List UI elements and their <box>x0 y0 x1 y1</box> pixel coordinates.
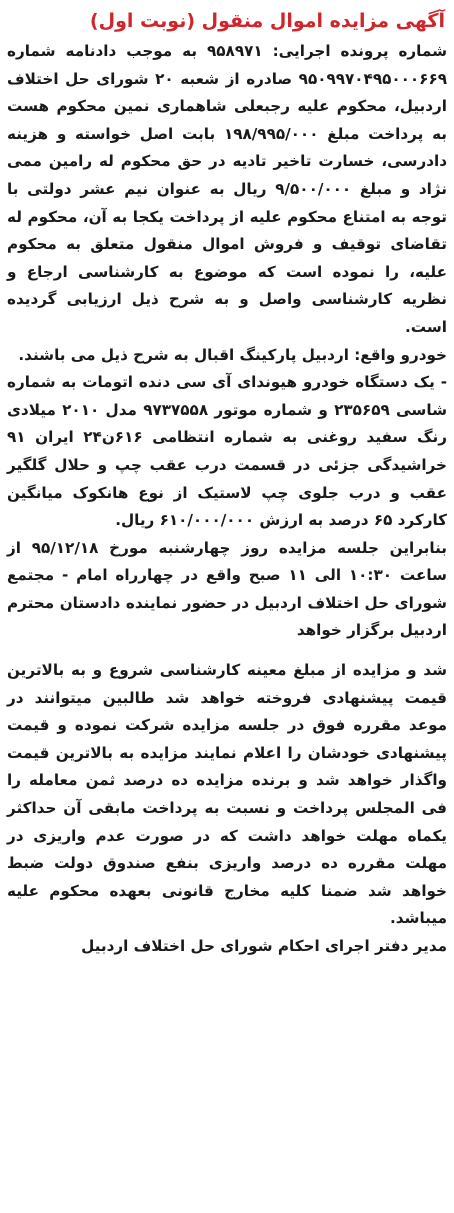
section-gap <box>7 645 447 657</box>
signature-line: مدیر دفتر اجرای احکام شورای حل اختلاف اردبیل <box>81 937 447 955</box>
vehicle-location-paragraph: خودرو واقع: اردبیل پارکینگ اقبال به شرح ذیل می باشند. <box>18 345 447 364</box>
vehicle-description-paragraph: - یک دستگاه خودرو هیوندای آی سی دنده اتومات به شماره شاسی ۲۳۵۶۵۹ و شماره موتور ۹۷۳۷۵۵۸ مدل ۲۰۱۰ میلادی رنگ سفید روغنی به شماره انتظامی ۶۱۶ن۲۴ ایران ۹۱ خراشیدگی جزئی در قسمت درب عقب چپ و حلال گلگیر عقب و درب جلوی چپ لاستیک از نوع هانکوک میانگین کارکرد ۶۵ درصد به ارزش ۶۱۰/۰۰۰/۰۰۰ ریال. <box>7 373 447 530</box>
auction-session-paragraph: بنابراین جلسه مزایده روز چهارشنبه مورخ ۹۵/۱۲/۱۸ از ساعت ۱۰:۳۰ الی ۱۱ صبح واقع در چهارراه امام - مجتمع شورای حل اختلاف اردبیل در حضور نماینده دادستان محترم اردبیل برگزار خواهد <box>7 538 447 640</box>
case-paragraph: شماره پرونده اجرایی: ۹۵۸۹۷۱ به موجب دادنامه شماره ۹۵۰۹۹۷۰۴۹۵۰۰۰۶۶۹ صادره از شعبه ۲۰ شورای حل اختلاف اردبیل، محکوم علیه رجبعلی شاهماری نمین محکوم هست به پرداخت مبلغ ۱۹۸/۹۹۵/۰۰۰ بابت اصل خواسته و هزینه دادرسی، خسارت تاخیر تادیه در حق محکوم له رامین ممی نژاد و مبلغ ۹/۵۰۰/۰۰۰ ریال به عنوان نیم عشر دولتی با توجه به امتناع محکوم علیه از پرداخت یکجا به آن، محکوم له تقاضای توقیف و فروش اموال منقول متعلق به محکوم علیه، را نموده است که موضوع به کارشناسی ارجاع و نظریه کارشناسی واصل و به شرح ذیل ارزیابی گردیده است. <box>7 42 447 336</box>
auction-terms-paragraph: شد و مزایده از مبلغ معینه کارشناسی شروع و به بالاترین قیمت پیشنهادی فروخته خواهد شد طالبین میتوانند در موعد مقرره فوق در جلسه مزایده شرکت نموده و قیمت پیشنهادی خودشان را اعلام نمایند مزایده به بالاترین قیمت واگذار خواهد شد و برنده مزایده ده درصد ثمن معامله را فی المجلس پرداخت و نسبت به پرداخت مابقی آن حداکثر یکماه مهلت خواهد داشت که در صورت عدم واریزی در مهلت مقرره ده درصد واریزی بنفع صندوق دولت ضبط خواهد شد ضمنا کلیه مخارج قانونی بعهده محکوم علیه میباشد. <box>7 661 447 928</box>
notice-body <box>7 38 447 933</box>
notice-title: آگهی مزایده اموال منقول (نوبت اول) <box>89 10 445 32</box>
